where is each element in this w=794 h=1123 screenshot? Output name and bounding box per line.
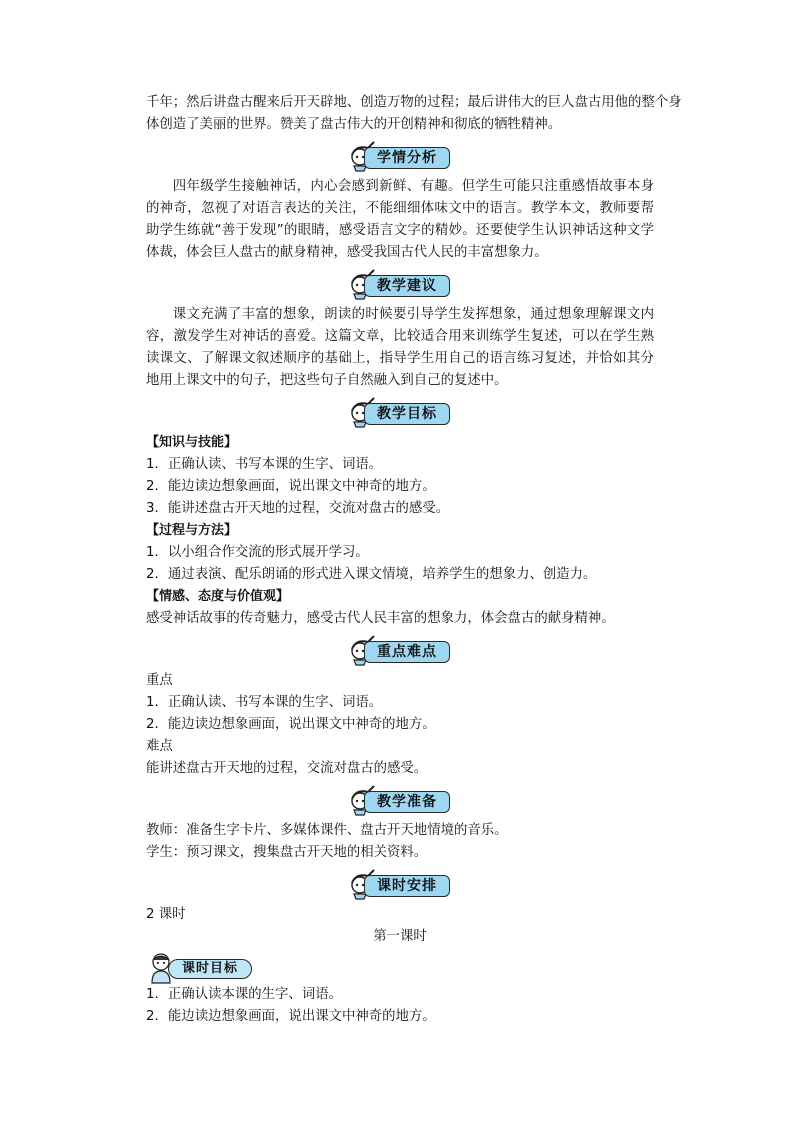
lesson-goal-badge bbox=[146, 950, 256, 984]
intro-line-1: 千年；然后讲盘古醒来后开天辟地、创造万物的过程；最后讲伟大的巨人盘古用他的整个身 bbox=[146, 95, 682, 110]
section-heading-key-points bbox=[146, 630, 654, 670]
lesson-title: 第一课时 bbox=[373, 929, 427, 944]
knowledge-item: 3．能讲述盘古开天地的过程，交流对盘古的感受。 bbox=[146, 501, 450, 516]
section-title: 学情分析 bbox=[364, 147, 450, 169]
analysis-text: 四年级学生接触神话，内心会感到新鲜、有趣。但学生可能只注重感悟故事本身的神奇，忽视了对语言表达的关注，不能细细体味文中的语言。教学本文，教师要帮助学生练就“善于发现”的眼睛，感受语言文字的精妙。还要使学生认识神话这种文学体裁，体会巨人盘古的献身精神，感受我国古代人民的丰富想象力。 bbox=[146, 179, 654, 260]
process-item: 1．以小组合作交流的形式展开学习。 bbox=[146, 545, 369, 560]
process-label: 【过程与方法】 bbox=[146, 523, 238, 538]
section-heading-suggestion bbox=[146, 264, 654, 304]
section-heading-preparation bbox=[146, 780, 654, 820]
section-title: 教学目标 bbox=[364, 403, 450, 425]
knowledge-item: 1．正确认读、书写本课的生字、词语。 bbox=[146, 457, 383, 472]
difficult-text: 能讲述盘古开天地的过程，交流对盘古的感受。 bbox=[146, 761, 428, 776]
key-item: 1．正确认读、书写本课的生字、词语。 bbox=[146, 695, 383, 710]
section-heading-goals bbox=[146, 392, 654, 432]
student-preparation: 学生：预习课文，搜集盘古开天地的相关资料。 bbox=[146, 845, 428, 860]
section-title: 教学建议 bbox=[364, 275, 450, 297]
knowledge-label: 【知识与技能】 bbox=[146, 435, 238, 450]
section-title: 重点难点 bbox=[364, 641, 450, 663]
section-heading-schedule bbox=[146, 864, 654, 904]
document-page bbox=[146, 92, 682, 1028]
knowledge-item: 2．能边读边想象画面，说出课文中神奇的地方。 bbox=[146, 479, 436, 494]
emotion-label: 【情感、态度与价值观】 bbox=[146, 589, 290, 604]
process-item: 2．通过表演、配乐朗诵的形式进入课文情境，培养学生的想象力、创造力。 bbox=[146, 567, 597, 582]
difficult-label: 难点 bbox=[146, 739, 173, 754]
key-label: 重点 bbox=[146, 673, 173, 688]
lesson-goal-title: 课时目标 bbox=[168, 959, 252, 979]
section-title: 课时安排 bbox=[364, 875, 450, 897]
suggestion-text: 课文充满了丰富的想象，朗读的时候要引导学生发挥想象，通过想象理解课文内容，激发学生对神话的喜爱。这篇文章，比较适合用来训练学生复述，可以在学生熟读课文、了解课文叙述顺序的基础上，指导学生用自己的语言练习复述，并恰如其分地用上课文中的句子，把这些句子自然融入到自己的复述中。 bbox=[146, 307, 654, 388]
emotion-text: 感受神话故事的传奇魅力，感受古代人民丰富的想象力，体会盘古的献身精神。 bbox=[146, 611, 615, 626]
intro-line-2: 体创造了美丽的世界。赞美了盘古伟大的开创精神和彻底的牺牲精神。 bbox=[146, 117, 562, 132]
lesson-goal-item: 1．正确认读本课的生字、词语。 bbox=[146, 987, 342, 1002]
teacher-preparation: 教师：准备生字卡片、多媒体课件、盘古开天地情境的音乐。 bbox=[146, 823, 508, 838]
section-title: 教学准备 bbox=[364, 791, 450, 813]
schedule-text: 2 课时 bbox=[146, 907, 186, 922]
section-heading-analysis bbox=[146, 136, 654, 176]
key-item: 2．能边读边想象画面，说出课文中神奇的地方。 bbox=[146, 717, 436, 732]
lesson-goal-item: 2．能边读边想象画面，说出课文中神奇的地方。 bbox=[146, 1009, 436, 1024]
